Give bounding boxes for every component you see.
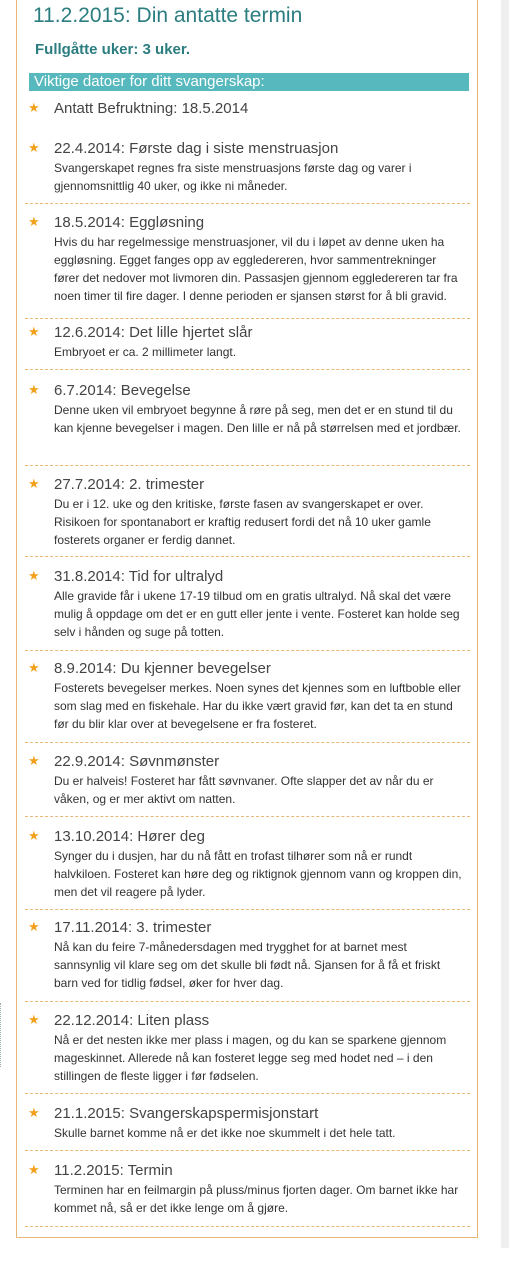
star-icon: ★ — [28, 919, 40, 934]
milestone-title: 21.1.2015: Svangerskapspermisjonstart — [54, 1105, 319, 1122]
star-icon: ★ — [28, 476, 40, 491]
star-icon: ★ — [28, 1105, 40, 1120]
milestone-description: Embryoet er ca. 2 millimeter langt. — [54, 345, 237, 359]
milestone-description: Nå kan du feire 7-månedersdagen med trygghet for at barnet mest sannsynlig vil klare seg om det skulle bli født nå. Sjansen for å få et friskt barn ved for tidlig fødsel, øker for hver dag. — [54, 940, 441, 990]
milestone-title: 8.9.2014: Du kjenner bevegelser — [54, 660, 271, 677]
milestone-title: 18.5.2014: Eggløsning — [54, 214, 205, 231]
star-icon: ★ — [28, 1162, 40, 1177]
milestone-item — [25, 140, 470, 204]
milestone-item — [25, 100, 470, 126]
milestone-title: 22.4.2014: Første dag i siste menstruasjon — [54, 140, 339, 157]
milestone-description: Fosterets bevegelser merkes. Noen synes det kjennes som en luftboble eller som slag med en fiskehale. Har du ikke vært gravid før, kan det ta en stund før du blir klar over at bevegelsene er fra fosteret. — [54, 681, 461, 731]
milestone-description: Alle gravide får i ukene 17-19 tilbud om en gratis ultralyd. Nå skal det være mulig å oppdage om det er en gutt eller jente i vente. Fosteret kan holde seg selv i hånden og suge på totten. — [54, 589, 460, 639]
milestone-description: Denne uken vil embryoet begynne å røre på seg, men det er en stund til du kan kjenne bevegelser i magen. Den lille er nå på størrelsen med et jordbær. — [54, 403, 461, 435]
milestone-item — [25, 476, 470, 557]
milestone-item — [25, 828, 470, 910]
weeks-summary — [35, 41, 190, 58]
page-scroll-area — [501, 0, 509, 1248]
milestone-item — [25, 1105, 470, 1151]
milestone-title: 12.6.2014: Det lille hjertet slår — [54, 324, 253, 341]
star-icon: ★ — [28, 828, 40, 843]
milestone-item — [25, 324, 470, 370]
milestone-description: Nå er det nesten ikke mer plass i magen, og du kan se sparkene gjennom mageskinnet. Allerede nå kan fosteret legge seg med hodet ned – i den stillingen de fleste ligger i før fødselen. — [54, 1033, 447, 1083]
milestone-title: 13.10.2014: Hører deg — [54, 828, 205, 845]
milestone-description: Du er i 12. uke og den kritiske, første fasen av svangerskapet er over. Risikoen for spontanabort er kraftig redusert fordi det nå 10 uker gamle fosterets organer er ferdig dannet. — [54, 497, 431, 547]
milestone-description: Skulle barnet komme nå er det ikke noe skummelt i det hele tatt. — [54, 1126, 396, 1140]
milestone-description: Terminen har en feilmargin på pluss/minus fjorten dager. Om barnet ikke har kommet nå, så er det ikke lenge om å gjøre. — [54, 1183, 459, 1215]
milestone-item — [25, 1012, 470, 1094]
star-icon: ★ — [28, 100, 40, 115]
milestone-item — [25, 568, 470, 651]
milestone-title: 27.7.2014: 2. trimester — [54, 476, 205, 493]
star-icon: ★ — [28, 568, 40, 583]
milestone-item — [25, 660, 470, 743]
milestone-title: 31.8.2014: Tid for ultralyd — [54, 568, 224, 585]
milestone-title: 22.12.2014: Liten plass — [54, 1012, 210, 1029]
milestone-description: Synger du i dusjen, har du nå fått en trofast tilhører som nå er rundt halvkiloen. Fosteret kan høre deg og riktignok gjennom vann og kroppen din, men det vil reagere på lyder. — [54, 849, 462, 899]
milestone-item — [25, 1162, 470, 1227]
milestone-item — [25, 214, 470, 319]
milestone-title: 11.2.2015: Termin — [54, 1162, 173, 1179]
star-icon: ★ — [28, 382, 40, 397]
due-date-panel — [16, 0, 478, 1238]
weeks-value: 3 uker. — [142, 41, 191, 58]
weeks-label: Fullgåtte uker: — [35, 41, 139, 58]
milestone-description: Du er halveis! Fosteret har fått søvnvaner. Ofte slapper det av når du er våken, og er mer aktivt om natten. — [54, 774, 434, 806]
milestone-title: 6.7.2014: Bevegelse — [54, 382, 191, 399]
milestone-title: 22.9.2014: Søvnmønster — [54, 753, 220, 770]
milestone-title: 17.11.2014: 3. trimester — [54, 919, 212, 936]
milestone-item — [25, 382, 470, 466]
star-icon: ★ — [28, 660, 40, 675]
star-icon: ★ — [28, 140, 40, 155]
section-title: Viktige datoer for ditt svangerskap: — [29, 73, 469, 91]
star-icon: ★ — [28, 214, 40, 229]
milestone-description: Svangerskapet regnes fra siste menstruasjons første dag og varer i gjennomsnittlig 40 uker, og ikke ni måneder. — [54, 161, 412, 193]
milestone-description: Hvis du har regelmessige menstruasjoner, vil du i løpet av denne uken ha eggløsning. Egget fanges opp av eggledereren, hvor sammentrekninger fører det nedover mot livmoren din. Passasjen gjennom eggledereren tar fra noen timer til fire dager. I denne perioden er sjansen størst for å bli gravid. — [54, 235, 458, 303]
star-icon: ★ — [28, 1012, 40, 1027]
page-title: 11.2.2015: Din antatte termin — [33, 4, 303, 27]
milestone-title: Antatt Befruktning: 18.5.2014 — [54, 100, 249, 117]
milestone-item — [25, 919, 470, 1002]
star-icon: ★ — [28, 753, 40, 768]
milestone-item — [25, 753, 470, 817]
left-edge-marker — [0, 1003, 3, 1067]
star-icon: ★ — [28, 324, 40, 339]
